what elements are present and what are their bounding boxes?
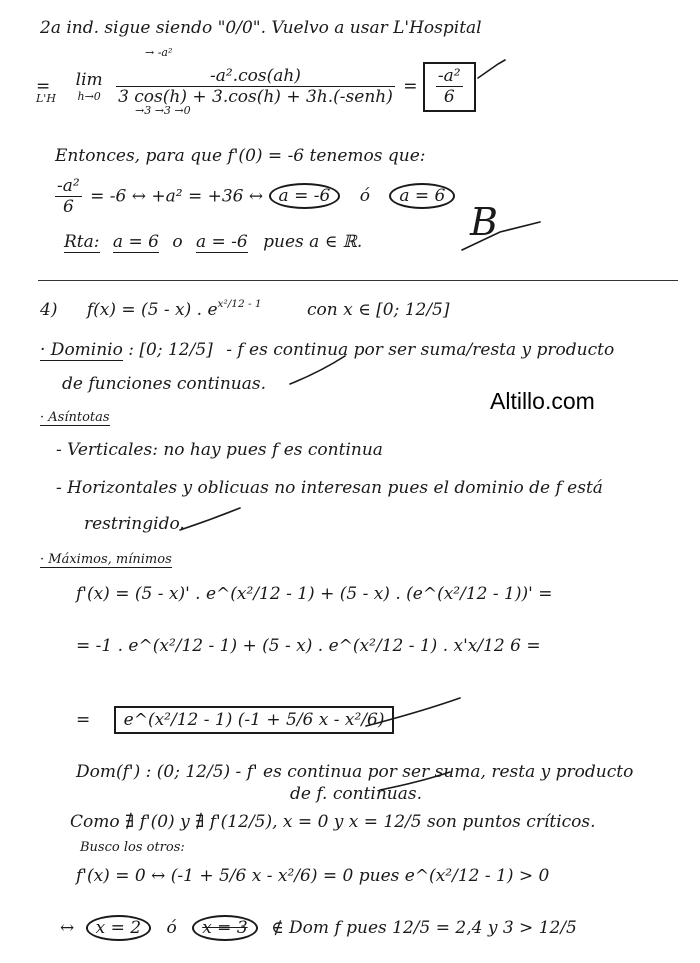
result-eq: = — [403, 76, 418, 97]
dom-fprime-line: Dom(f') : (0; 12/5) - f' es continua por ser suma, resta y producto — [76, 762, 634, 782]
solve-line — [52, 176, 455, 218]
function-def: f(x) = (5 - x) . e — [86, 299, 218, 320]
horizontales-line: - Horizontales y oblicuas no interesan pues el dominio de f está — [56, 478, 603, 498]
asintotas-label — [40, 410, 110, 426]
como-line: Como ∄ f'(0) y ∄ f'(12/5), x = 0 y x = 12/5 son puntos críticos. — [70, 812, 596, 832]
answer-tail: pues a ∈ ℝ. — [263, 232, 363, 252]
dominio-line — [40, 340, 614, 360]
answer-or: o — [172, 232, 183, 252]
final-arrow: ↔ — [60, 918, 75, 938]
limit-prefix: = — [36, 76, 51, 97]
check-mark-3 — [180, 508, 240, 530]
zero-line: f'(x) = 0 ↔ (-1 + 5/6 x - x²/6) = 0 pues e^(x²/12 - 1) > 0 — [76, 866, 550, 886]
solution-1: a = -6 — [269, 183, 341, 209]
derivative-line-3 — [76, 706, 394, 734]
dominio-text-2: de funciones continuas. — [62, 374, 266, 394]
function-domain: con x ∈ [0; 12/5] — [307, 299, 450, 320]
lhopital-mark: L'H — [36, 92, 56, 105]
answer-label: Rta: — [64, 232, 100, 252]
watermark: Altillo.com — [490, 388, 595, 414]
answer-a: a = 6 — [112, 232, 159, 252]
dom-fprime-line-2: de f. continuas. — [290, 784, 422, 804]
dominio-label: · Dominio — [40, 340, 123, 360]
function-line — [40, 298, 450, 320]
limit-result-den: 6 — [443, 87, 455, 108]
solution-or: ó — [359, 186, 370, 207]
intro-line: 2a ind. sigue siendo "0/0". Vuelvo a usar L'Hospital — [40, 18, 482, 38]
limit-word: lim — [75, 70, 103, 91]
limit-result-fraction — [436, 66, 463, 108]
solve-num: -a² — [57, 176, 80, 196]
limit-operator — [76, 70, 103, 104]
horizontales-line-2: restringido. — [84, 514, 185, 534]
limit-denominator: 3 cos(h) + 3.cos(h) + 3h.(-senh) — [118, 87, 393, 108]
answer-line — [64, 232, 362, 252]
grader-mark: B — [470, 200, 498, 244]
limit-result — [423, 62, 476, 112]
final-tail: ∉ Dom f pues 12/5 = 2,4 y 3 > 12/5 — [271, 918, 577, 938]
limit-sub: h→0 — [77, 90, 101, 104]
function-exp: x²/12 - 1 — [217, 298, 262, 310]
derivative-line-3-eq: = — [76, 710, 91, 730]
final-or: ó — [166, 918, 177, 938]
solve-fraction — [55, 176, 82, 218]
derivative-line-2: = -1 . e^(x²/12 - 1) + (5 - x) . e^(x²/12 - 1) . x'x/12 6 = — [76, 636, 541, 656]
answer-b: a = -6 — [195, 232, 248, 252]
maximos-text: · Máximos, mínimos — [40, 552, 172, 567]
final-solution-2: x = 3 — [192, 915, 257, 941]
limit-expression — [36, 62, 476, 112]
solution-2: a = 6 — [389, 183, 455, 209]
check-mark-1 — [478, 60, 505, 78]
final-line — [60, 918, 577, 938]
section-divider — [38, 280, 678, 281]
derivative-boxed: e^(x²/12 - 1) (-1 + 5/6 x - x²/6) — [114, 706, 395, 734]
numerator-note: → -a² — [145, 46, 173, 59]
limit-result-num: -a² — [437, 66, 461, 86]
asintotas-text: · Asíntotas — [40, 410, 110, 425]
limit-fraction — [116, 66, 395, 108]
maximos-label — [40, 552, 172, 568]
solve-rest: = -6 ↔ +a² = +36 ↔ — [90, 186, 264, 207]
solve-den: 6 — [62, 197, 74, 218]
derivative-line-1: f'(x) = (5 - x)' . e^(x²/12 - 1) + (5 - x) . (e^(x²/12 - 1))' = — [76, 584, 553, 604]
limit-numerator: -a².cos(ah) — [116, 66, 395, 87]
denominator-note: →3 →3 →0 — [135, 104, 191, 117]
item-number: 4) — [40, 299, 58, 320]
final-solution-1: x = 2 — [86, 915, 151, 941]
dominio-value: : [0; 12/5] — [128, 340, 213, 360]
then-line: Entonces, para que f'(0) = -6 tenemos que: — [55, 146, 426, 166]
dominio-text: - f es continua por ser suma/resta y producto — [226, 340, 615, 360]
busco-line: Busco los otros: — [80, 840, 185, 855]
verticales-line: - Verticales: no hay pues f es continua — [56, 440, 383, 460]
